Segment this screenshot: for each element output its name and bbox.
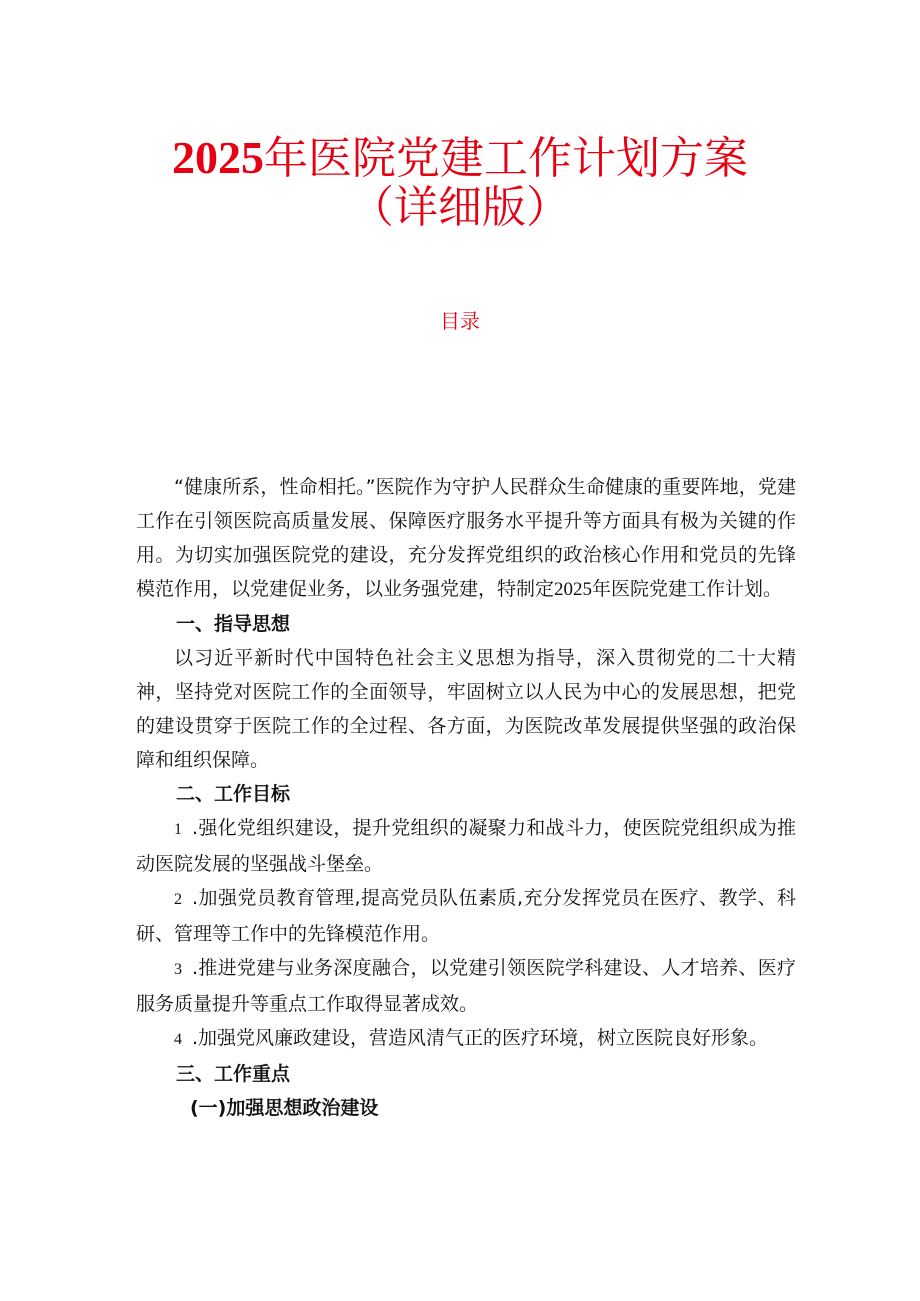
goal-item: [136, 881, 796, 951]
goal-item: [136, 951, 796, 1021]
title-line1-rest: 年医院党建工作计划方案: [264, 133, 748, 184]
toc-label[interactable]: 目录: [440, 309, 480, 333]
goal-text: .强化党组织建设，提升党组织的凝聚力和战斗力，使医院党组织成为推动医院发展的坚强战斗堡垒。: [136, 817, 796, 875]
goal-text: .加强党风廉政建设，营造风清气正的医疗环境，树立医院良好形象。: [192, 1027, 769, 1049]
intro-quote: “健康所系，性命相托。”: [174, 476, 376, 498]
subsection-heading-political-building: (一)加强思想政治建设: [190, 1097, 379, 1119]
goal-number: 2: [174, 891, 182, 908]
goal-number: 3: [174, 961, 182, 978]
goal-text: .加强党员教育管理,提高党员队伍素质,充分发挥党员在医疗、教学、科研、管理等工作中的先锋模范作用。: [136, 887, 796, 945]
intro-year: 2025: [554, 579, 593, 600]
intro-text-1: 医院作为守护人民群众生命健康的重要阵地，党建工作在引领医院高质量发展、保障医疗服务水平提升等方面具有极为关键的作用。为切实加强医院党的建设，充分发挥党组织的政治核心作用和党员的先锋模范作用，以党建促业务，以业务强党建，特制定: [136, 476, 796, 600]
goal-text: .推进党建与业务深度融合，以党建引领医院学科建设、人才培养、医疗服务质量提升等重点工作取得显著成效。: [136, 957, 796, 1015]
goal-number: 4: [174, 1031, 182, 1048]
intro-paragraph: [136, 470, 796, 607]
section-heading-guiding-ideology: 一、指导思想: [176, 613, 291, 635]
section-paragraph-guiding-ideology: 以习近平新时代中国特色社会主义思想为指导，深入贯彻党的二十大精神，坚持党对医院工作的全面领导，牢固树立以人民为中心的发展思想，把党的建设贯穿于医院工作的全过程、各方面，为医院改革发展提供坚强的政治保障和组织保障。: [136, 647, 796, 771]
section-heading-work-focus: 三、工作重点: [176, 1063, 291, 1085]
section-heading-work-goals: 二、工作目标: [176, 783, 291, 805]
intro-text-2: 年医院党建工作计划。: [592, 578, 783, 600]
document-body: [136, 470, 796, 1125]
goal-item: [136, 1021, 796, 1057]
goal-number: 1: [174, 821, 182, 838]
goal-item: [136, 811, 796, 881]
title-year: 2025: [172, 132, 264, 183]
document-subtitle: （详细版）: [350, 182, 570, 233]
